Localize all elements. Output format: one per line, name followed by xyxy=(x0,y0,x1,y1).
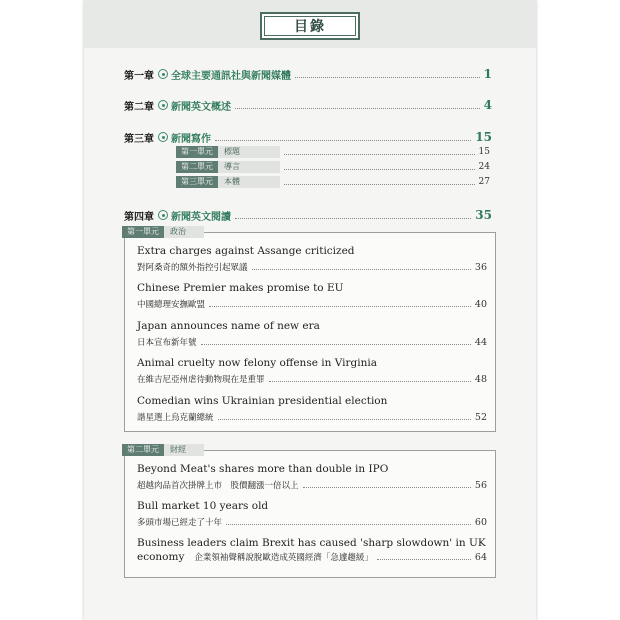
section-name: 財經 xyxy=(164,444,204,456)
article-page: 44 xyxy=(474,336,487,348)
article-item[interactable] xyxy=(137,245,487,273)
article-zh-title: 中國總理安撫歐盟 xyxy=(137,300,206,310)
toc-title-box xyxy=(260,12,360,40)
unit-name: 導言 xyxy=(218,161,280,173)
article-zh-title: 企業領袖聲稱說脫歐造成英國經濟「急遽趨緩」 xyxy=(194,553,373,563)
article-zh-title: 超越肉品首次掛牌上市 股價翻漲一倍以上 xyxy=(137,481,299,491)
chapter-label: 第一章 xyxy=(124,70,154,82)
section-box-finance xyxy=(124,450,496,578)
section-tab-finance[interactable] xyxy=(122,444,204,456)
chapter-row-4[interactable] xyxy=(124,207,492,223)
article-item[interactable] xyxy=(137,537,487,563)
dotted-leader xyxy=(284,164,475,170)
article-item[interactable] xyxy=(137,500,487,528)
article-page: 64 xyxy=(474,551,487,563)
chapter-title: 新聞英文閱讀 xyxy=(171,211,231,223)
article-page: 40 xyxy=(474,298,487,310)
article-item[interactable] xyxy=(137,282,487,310)
target-icon xyxy=(158,210,168,220)
toc-page xyxy=(84,0,536,620)
chapter-page: 1 xyxy=(483,67,492,81)
article-en-title: Chinese Premier makes promise to EU xyxy=(137,282,344,294)
article-en-title-cont: economy xyxy=(137,551,185,563)
target-icon xyxy=(158,100,168,110)
chapter-label: 第三章 xyxy=(124,133,154,145)
article-item[interactable] xyxy=(137,320,487,348)
dotted-leader xyxy=(284,179,475,185)
unit-row-3[interactable] xyxy=(176,176,490,188)
unit-row-2[interactable] xyxy=(176,161,490,173)
title-box-inner-border xyxy=(264,16,356,36)
unit-page: 27 xyxy=(478,177,490,187)
unit-page: 24 xyxy=(478,162,490,172)
article-en-title: Business leaders claim Brexit has caused 'sharp slowdown' in UK xyxy=(137,537,486,549)
article-en-title: Bull market 10 years old xyxy=(137,500,269,512)
target-icon xyxy=(158,69,168,79)
article-en-title: Extra charges against Assange criticized xyxy=(137,245,355,257)
article-zh-title: 日本宣布新年號 xyxy=(137,338,197,348)
chapter-row-1[interactable] xyxy=(124,66,492,82)
dotted-leader xyxy=(377,555,471,560)
article-page: 56 xyxy=(474,479,487,491)
section-tab-politics[interactable] xyxy=(122,226,204,238)
chapter-page: 15 xyxy=(475,130,492,144)
dotted-leader xyxy=(252,265,471,270)
article-en-title: Japan announces name of new era xyxy=(137,320,320,332)
dotted-leader xyxy=(235,101,480,109)
article-zh-title: 在維吉尼亞州虐待動物現在是重罪 xyxy=(137,375,265,385)
article-page: 52 xyxy=(474,411,487,423)
chapter-title: 新聞寫作 xyxy=(171,133,211,145)
chapter-title: 新聞英文概述 xyxy=(171,101,231,113)
dotted-leader xyxy=(209,302,471,307)
chapter-page: 35 xyxy=(475,208,492,222)
article-page: 48 xyxy=(474,373,487,385)
dotted-leader xyxy=(284,149,475,155)
unit-name: 標題 xyxy=(218,146,280,158)
article-page: 60 xyxy=(474,516,487,528)
article-zh-title: 多頭市場已經走了十年 xyxy=(137,518,223,528)
dotted-leader xyxy=(201,340,471,345)
unit-row-1[interactable] xyxy=(176,146,490,158)
article-en-title: Beyond Meat's shares more than double in IPO xyxy=(137,463,389,475)
dotted-leader xyxy=(269,377,471,382)
chapter-row-3[interactable] xyxy=(124,129,492,145)
article-item[interactable] xyxy=(137,357,487,385)
article-item[interactable] xyxy=(137,395,487,423)
article-zh-title: 對阿桑奇的額外指控引起眾議 xyxy=(137,263,248,273)
chapter-page: 4 xyxy=(483,98,492,112)
chapter-label: 第二章 xyxy=(124,101,154,113)
article-en-title: Comedian wins Ukrainian presidential election xyxy=(137,395,388,407)
chapter-row-2[interactable] xyxy=(124,97,492,113)
section-badge: 第二單元 xyxy=(122,444,164,456)
unit-badge: 第一單元 xyxy=(176,146,218,158)
chapter-label: 第四章 xyxy=(124,211,154,223)
chapter-title: 全球主要通訊社與新聞媒體 xyxy=(171,70,291,82)
toc-title: 目錄 xyxy=(294,19,326,35)
article-page: 36 xyxy=(474,261,487,273)
dotted-leader xyxy=(295,70,480,78)
article-item[interactable] xyxy=(137,463,487,491)
section-box-politics xyxy=(124,232,496,432)
article-zh-title: 諧星選上烏克蘭總統 xyxy=(137,413,214,423)
dotted-leader xyxy=(235,211,471,219)
unit-badge: 第二單元 xyxy=(176,161,218,173)
section-badge: 第一單元 xyxy=(122,226,164,238)
dotted-leader xyxy=(218,415,471,420)
unit-badge: 第三單元 xyxy=(176,176,218,188)
target-icon xyxy=(158,132,168,142)
dotted-leader xyxy=(215,133,471,141)
section-name: 政治 xyxy=(164,226,204,238)
dotted-leader xyxy=(303,483,471,488)
unit-page: 15 xyxy=(478,147,490,157)
article-en-title: Animal cruelty now felony offense in Virginia xyxy=(137,357,377,369)
unit-name: 本體 xyxy=(218,176,280,188)
dotted-leader xyxy=(226,520,471,525)
